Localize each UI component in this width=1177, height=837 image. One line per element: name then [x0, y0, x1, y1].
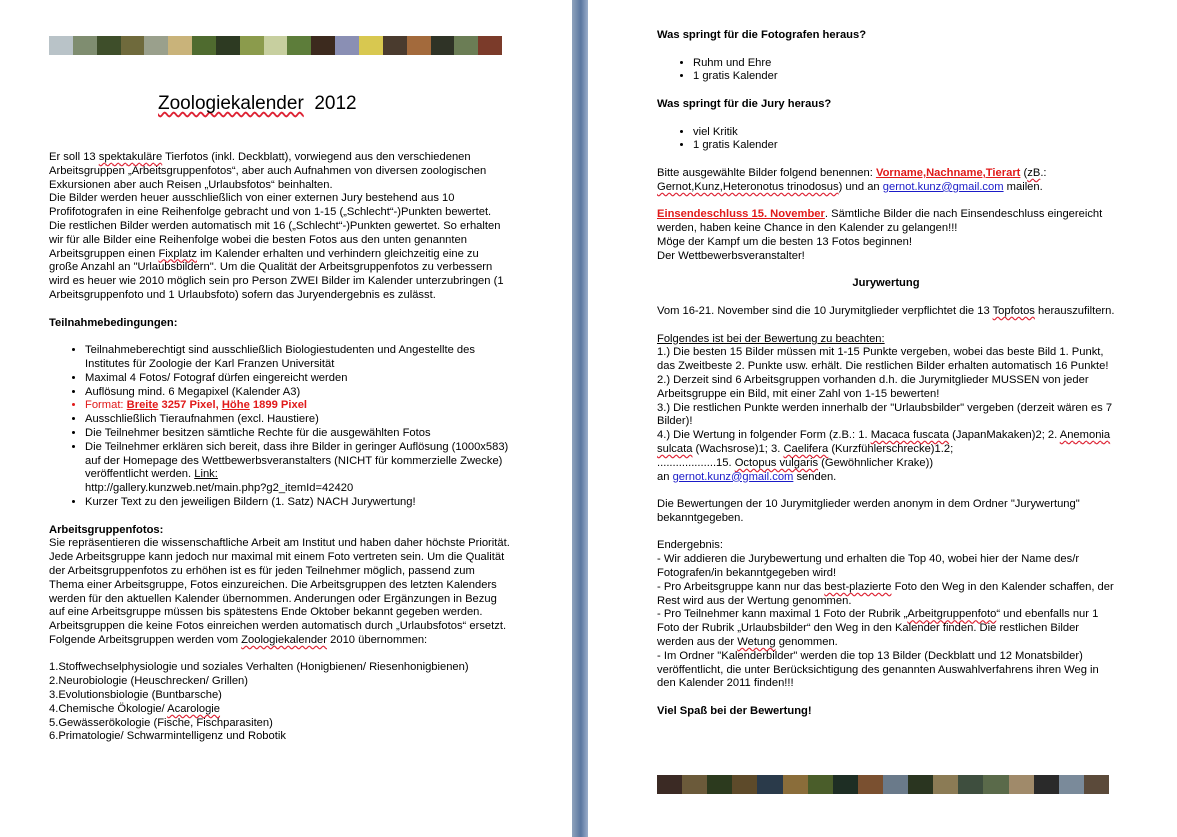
format-width-value: 3257 Pixel, — [158, 399, 222, 412]
jury-list — [657, 126, 1115, 154]
species-macaca: Macaca fuscata — [870, 429, 950, 442]
species-octopus: Octopus vulgaris — [734, 456, 819, 469]
group-item: 6.Primatologie/ Schwarmintelligenz und Robotik — [49, 730, 286, 743]
ag-text-a: Sie repräsentieren die wissenschaftliche Arbeit am Institut und haben daher höchste Priorität. Jede Arbeitsgruppe kann jedoch nur maximal mit einem Foto vertreten sein. Um die Qualität der Arbeitsgruppenfotos zu erhöhen ist es für jeden Teilnehmer möglich, passend zum Thema einer Arbeitsgruppe, Fotos einzureichen. Die Arbeitsgruppen des letzten Kalenders werden für den aktuellen Kalender übernommen. Anderungen oder Ergänzungen in Bezug auf eine Arbeitsgruppe müssen bis spätestens Ende Oktober bekannt gegeben werden. Arbeitsgruppen die keine Fotos einreichen werden automatisch durch „Urlaubsfotos“ ersetzt. Folgende Arbeitsgruppen werden vom — [49, 537, 510, 646]
naming-zb: zB — [1027, 166, 1041, 179]
jw-intro-a: Vom 16-21. November sind die 10 Jurymitglieder verpflichtet die 13 — [657, 304, 993, 317]
fotografen-heading: Was springt für die Fotografen heraus? — [657, 29, 867, 41]
page-gutter — [572, 0, 588, 837]
jw-p4-h: senden. — [793, 470, 837, 483]
page-title — [158, 93, 357, 115]
gallery-url[interactable]: http://gallery.kunzweb.net/main.php?g2_itemId=42420 — [85, 482, 354, 495]
document-page-right — [588, 0, 1177, 837]
end-3-a: - Pro Teilnehmer kann maximal 1 Foto der Rubrik „ — [657, 608, 908, 621]
list-item: • 1 gratis Kalender — [693, 139, 1115, 153]
ag-text-b: 2010 übernommen: — [327, 633, 428, 646]
list-item: • Kurzer Text zu den jeweiligen Bildern (1. Satz) NACH Jurywertung! — [85, 496, 511, 510]
jw-intro-b: herauszufiltern. — [1034, 304, 1115, 317]
group-4-text: 4.Chemische Ökologie/ — [49, 702, 168, 715]
jw-rule-format — [657, 429, 1115, 484]
list-item: • Maximal 4 Fotos/ Fotograf dürfen eingereicht werden — [85, 372, 511, 386]
list-item: • Auflösung mind. 6 Megapixel (Kalender A3) — [85, 386, 511, 400]
group-item — [49, 703, 511, 717]
jw-rule: 2.) Derzeit sind 6 Arbeitsgruppen vorhanden d.h. die Jurymitglieder MUSSEN von jeder Arbeitsgruppe ein Bild, mit einer Zahl von 1-15 bewerten! — [657, 373, 1089, 400]
naming-example: Gernot,Kunz,Heteronotus trinodosus — [657, 180, 839, 193]
photo-strip-header — [49, 36, 502, 55]
gallery-link-label[interactable]: Link: — [194, 468, 218, 481]
jw-p4-d: (Kurzfühlerschrecke)1.2; — [828, 442, 954, 455]
jw-p4-c: (Wachsrose)1; 3. — [692, 442, 784, 455]
intro-text-c: Die Bilder werden heuer ausschließlich von einer externen Jury bestehend aus 10 Profifotografen in eine Reihenfolge gebracht und von 1-15 („Schlecht“-)Punkten bewertet. Die restlichen Bilder werden automatisch mit 16 („Schlecht“-)Punkten gewertet. So erhalten wir für alle Bilder eine Reihenfolge wobei die besten Fotos aus den unten genannten Arbeitsgruppen einen — [49, 192, 501, 260]
deadline-text: . Sämtliche Bilder die nach Einsendeschluss eingereicht werden, haben keine Chance in den Kalender zu gelangen!!! — [657, 208, 1103, 235]
right-content — [657, 29, 1115, 719]
end-item — [657, 608, 1115, 649]
naming-text-d: ) und an — [838, 180, 883, 193]
end-3-word-2: Wetung — [737, 636, 776, 649]
list-item-format — [85, 399, 511, 413]
jw-p4-a: 4.) Die Wertung in folgender Form (z.B.: 1. — [657, 429, 871, 442]
end-item: - Wir addieren die Jurybewertung und erhalten die Top 40, wobei hier der Name des/r Fotografen/in bekanntgegeben wird! — [657, 553, 1080, 580]
end-2-word: best-plazierte — [824, 580, 892, 593]
end-2-a: - Pro Arbeitsgruppe kann nur das — [657, 580, 825, 593]
jw-p4-g: an — [657, 470, 673, 483]
jury-heading: Was springt für die Jury heraus? — [657, 97, 832, 110]
jw-p4-e: ...................15. — [657, 456, 735, 469]
naming-text-c: .: — [1040, 166, 1047, 179]
photo-strip-footer — [657, 775, 1109, 794]
list-item: • 1 gratis Kalender — [693, 70, 1115, 84]
teilnahme-list — [49, 344, 511, 510]
gallery-text: Die Teilnehmer erklären sich bereit, dass ihre Bilder in geringer Auflösung (1000x583) auf der Homepage des Wettbewerbsveranstalters (NICHT für kommerzielle Zwecke) veröffentlicht werden. — [85, 440, 509, 481]
naming-text-b: ( — [1020, 166, 1028, 179]
closing-line: Viel Spaß bei der Bewertung! — [657, 705, 812, 718]
title-word: Zoologiekalender — [158, 93, 304, 114]
intro-text-a: Er soll 13 — [49, 151, 99, 163]
jw-note-heading: Folgendes ist bei der Bewertung zu beachten: — [657, 332, 885, 345]
species-anemonia: Anemonia sulcata — [657, 429, 1111, 455]
jw-word-topfotos: Topfotos — [992, 304, 1035, 317]
motto: Möge der Kampf um die besten 13 Fotos beginnen! — [657, 235, 912, 248]
end-3-b: “ und ebenfalls nur 1 Foto der Rubrik „Urlaubsbilder“ den Weg in den Kalender finden. Die restlichen Bilder werden aus der — [657, 608, 1099, 649]
group-item: 2.Neurobiologie (Heuschrecken/ Grillen) — [49, 675, 248, 688]
naming-pattern: Vorname,Nachname,Tierart — [875, 166, 1021, 179]
jw-rule: 1.) Die besten 15 Bilder müssen mit 1-15 Punkte vergeben, wobei das beste Bild 1. Punkt, das Zweitbeste 2. Punkte usw. erhält. Die restlichen Bilder erhalten automatisch 16 Punkte! — [657, 346, 1109, 373]
jurywertung-heading: Jurywertung — [852, 277, 920, 290]
end-heading: Endergebnis: — [657, 539, 723, 552]
document-page-left — [0, 0, 572, 837]
jw-p4-f: (Gewöhnlicher Krake)) — [818, 456, 934, 469]
group-item: 3.Evolutionsbiologie (Buntbarsche) — [49, 689, 222, 702]
list-item: • Die Teilnehmer besitzen sämtliche Rechte für die ausgewählten Fotos — [85, 427, 511, 441]
ag-word-zoologiekalender: Zoologiekalender — [241, 633, 328, 646]
format-width-label: Breite — [126, 399, 159, 412]
species-caelifera: Caelifera — [783, 442, 829, 455]
group-4-word: Acarologie — [167, 702, 221, 715]
anonymous-note: Die Bewertungen der 10 Jurymitglieder werden anonym in dem Ordner "Jurywertung" bekanntgegeben. — [657, 498, 1080, 524]
intro-word-spektakulaere: spektakuläre — [98, 151, 163, 163]
jw-rule: 3.) Die restlichen Punkte werden innerhalb der "Urlaubsbilder" vergeben (derzeit wären es 7 Bilder)! — [657, 401, 1113, 428]
format-label: Format: — [85, 399, 127, 412]
title-year: 2012 — [314, 93, 357, 114]
end-2-b: Foto den Weg in den Kalender schaffen, der Rest wird aus der Wertung genommen. — [657, 580, 1114, 607]
ag-heading: Arbeitsgruppenfotos: — [49, 523, 164, 536]
group-item: 1.Stoffwechselphysiologie und soziales Verhalten (Honigbienen/ Riesenhonigbienen) — [49, 661, 469, 674]
list-item: • Teilnahmeberechtigt sind ausschließlich Biologiestudenten und Angestellte des Institutes für Zoologie der Karl Franzen Universität — [85, 344, 511, 372]
naming-text-e: mailen. — [1003, 180, 1043, 193]
teilnahme-heading: Teilnahmebedingungen: — [49, 316, 178, 329]
list-item: • Ruhm und Ehre — [693, 57, 1115, 71]
end-item — [657, 581, 1115, 609]
deadline-paragraph — [657, 208, 1115, 236]
format-height-label: Höhe — [221, 399, 250, 412]
intro-text-d: im Kalender erhalten und verhindern gleichzeitig eine zu große Anzahl an "Urlaubsbildern". Um die Qualität der Arbeitsgruppenfotos zu verbessern wird es heuer wie 2010 möglich sein pro Person ZWEI Bilder im Kalender unterzubringen (1 Arbeitsgruppenfoto und 1 Urlaubsfoto) sofern das Juryendergebnis es zulässt. — [49, 247, 504, 301]
list-item — [85, 441, 511, 496]
end-item: - Im Ordner "Kalenderbilder" werden die top 13 Bilder (Deckblatt und 12 Monatsbilder) veröffentlicht, die unter Berücksichtigung des genannten Auswahlverfahrens ihren Weg in den Kalender 2011 finden!!! — [657, 649, 1099, 690]
email-link-2[interactable]: gernot.kunz@gmail.com — [672, 470, 794, 483]
fotografen-list — [657, 57, 1115, 85]
intro-text-b: Tierfotos (inkl. Deckblatt), vorwiegend aus den verschiedenen Arbeitsgruppen „Arbeitsgruppenfotos“, aber auch Aufnahmen von diversen zoologischen Exkursionen aber auch Reisen „Urlaubsfotos“ beinhalten. — [49, 151, 487, 191]
format-height-value: 1899 Pixel — [249, 399, 308, 412]
end-3-word-1: Arbeitgruppenfoto — [907, 608, 997, 621]
deadline-label: Einsendeschluss 15. November — [657, 208, 825, 221]
group-item: 5.Gewässerökologie (Fische, Fischparasiten) — [49, 716, 273, 729]
list-item: • Ausschließlich Tieraufnahmen (excl. Haustiere) — [85, 413, 511, 427]
intro-paragraph — [49, 151, 511, 744]
end-3-c: genommen. — [775, 636, 838, 649]
naming-instructions — [657, 167, 1115, 195]
organizer: Der Wettbewerbsveranstalter! — [657, 249, 805, 262]
naming-text-a: Bitte ausgewählte Bilder folgend benennen: — [657, 166, 876, 179]
intro-word-fixplatz: Fixplatz — [158, 247, 198, 260]
list-item: • viel Kritik — [693, 126, 1115, 140]
jurywertung-intro — [657, 305, 1115, 319]
jw-p4-b: (JapanMakaken)2; 2. — [949, 429, 1060, 442]
email-link[interactable]: gernot.kunz@gmail.com — [882, 180, 1004, 193]
